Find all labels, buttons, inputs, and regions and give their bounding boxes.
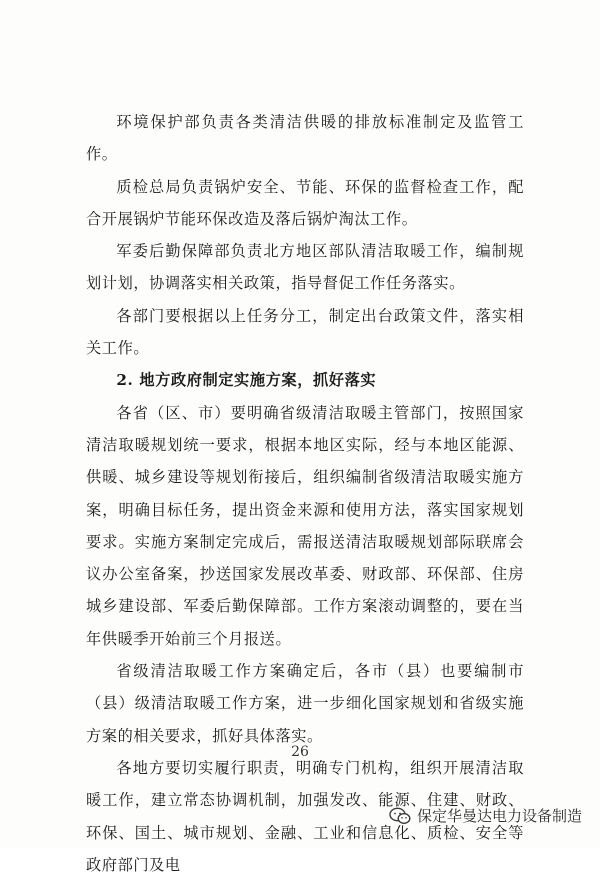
- paragraph-environment-ministry: 环境保护部负责各类清洁供暖的排放标准制定及监管工作。: [86, 113, 524, 164]
- watermark: [389, 805, 582, 826]
- paragraph-quality-inspection: 质检总局负责锅炉安全、节能、环保的监督检查工作，配合开展锅炉节能环保改造及落后锅炉淘汰工作。: [86, 177, 524, 228]
- paragraph-local-duties: 各地方要切实履行职责，明确专门机构，组织开展清洁取暖工作，建立常态协调机制，加强发改、能源、住建、财政、环保、国土、城市规划、金融、工业和信息化、质检、安全等政府部门及电: [86, 758, 524, 874]
- watermark-text: 保定华曼达电力设备制造: [416, 807, 582, 825]
- page-number: 26: [291, 744, 309, 760]
- paragraph-departments-tasks: 各部门要根据以上任务分工，制定出台政策文件，落实相关工作。: [86, 306, 524, 358]
- paragraph-city-county-plan: 省级清洁取暖工作方案确定后，各市（县）也要编制市（县）级清洁取暖工作方案，进一步细化国家规划和省级实施方案的相关要求，抓好具体落实。: [86, 662, 524, 745]
- document-body: [86, 106, 524, 881]
- paragraph-provincial-plan: 各省（区、市）要明确省级清洁取暖主管部门，按照国家清洁取暖规划统一要求，根据本地区实际，经与本地区能源、供暖、城乡建设等规划衔接后，组织编制省级清洁取暖实施方案，明确目标任务，提出资金来源和使用方法，落实国家规划要求。实施方案制定完成后，需报送清洁取暖规划部际联席会议办公室备案，抄送国家发展改革委、财政部、环保部、住房城乡建设部、军委后勤保障部。工作方案滚动调整的，要在当年供暖季开始前三个月报送。: [86, 403, 524, 648]
- wechat-icon: [389, 807, 411, 825]
- section-heading-local-government: 2. 地方政府制定实施方案，抓好落实: [116, 371, 377, 390]
- paragraph-military-logistics: 军委后勤保障部负责北方地区部队清洁取暖工作，编制规划计划，协调落实相关政策，指导督促工作任务落实。: [86, 242, 524, 293]
